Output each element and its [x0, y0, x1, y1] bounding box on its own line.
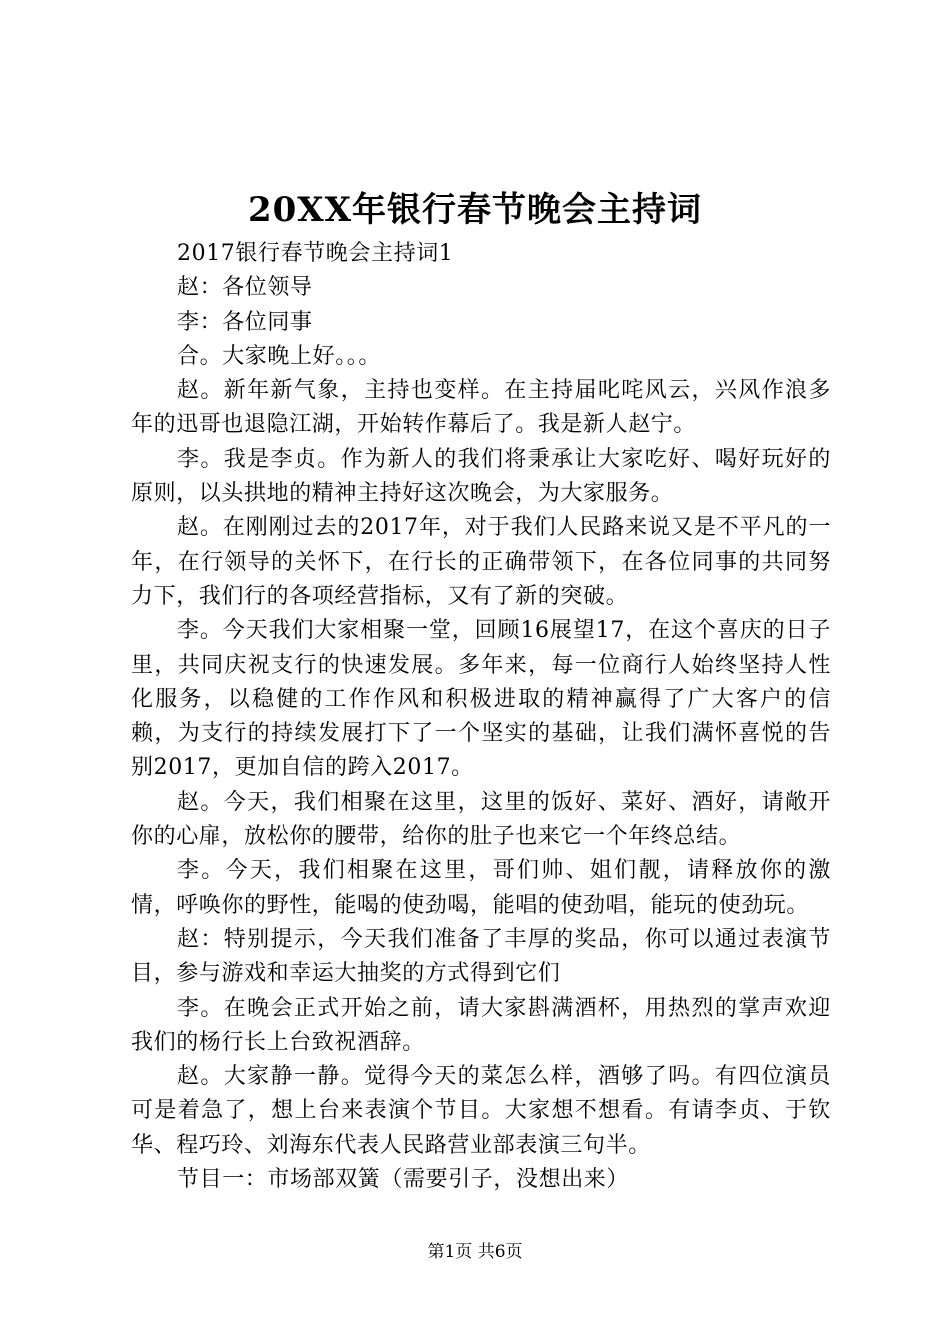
page-footer: 第1页 共6页: [427, 1242, 523, 1262]
paragraph: 李：各位同事: [177, 309, 313, 335]
paragraph: 2017银行春节晚会主持词1: [177, 241, 454, 266]
paragraph: 李。今天，我们相聚在这里，哥们帅、姐们靓，请释放你的激情，呼唤你的野性，能喝的使劲喝，能唱的使劲唱，能玩的使劲玩。: [131, 858, 831, 918]
document-title: 20XX年银行春节晚会主持词: [247, 190, 703, 230]
paragraph: 赵。新年新气象，主持也变样。在主持届叱咤风云，兴风作浪多年的迅哥也退隐江湖，开始转作幕后了。我是新人赵宁。: [131, 378, 831, 438]
paragraph: 李。在晚会正式开始之前，请大家斟满酒杯，用热烈的掌声欢迎我们的杨行长上台致祝酒辞。: [131, 995, 831, 1055]
paragraph: 赵。在刚刚过去的2017年，对于我们人民路来说又是不平凡的一年，在行领导的关怀下，在行长的正确带领下，在各位同事的共同努力下，我们行的各项经营指标，又有了新的突破。: [131, 515, 831, 609]
paragraph: 赵：特别提示，今天我们准备了丰厚的奖品，你可以通过表演节目，参与游戏和幸运大抽奖的方式得到它们: [131, 926, 831, 987]
paragraph: 赵：各位领导: [177, 275, 313, 301]
paragraph: 节目一：市场部双簧（需要引子，没想出来）: [177, 1167, 630, 1193]
paragraph: 赵。今天，我们相聚在这里，这里的饭好、菜好、酒好，请敞开你的心扉，放松你的腰带，给你的肚子也来它一个年终总结。: [131, 789, 831, 850]
paragraph: 合。大家晚上好。。。: [177, 343, 382, 369]
paragraph: 赵。大家静一静。觉得今天的菜怎么样，酒够了吗。有四位演员可是着急了，想上台来表演个节目。大家想不想看。有请李贞、于钦华、程巧玲、刘海东代表人民路营业部表演三句半。: [131, 1064, 831, 1158]
paragraph: 李。今天我们大家相聚一堂，回顾16展望17，在这个喜庆的日子里，共同庆祝支行的快速发展。多年来，每一位商行人始终坚持人性化服务，以稳健的工作作风和积极进取的精神赢得了广大客户的信赖，为支行的持续发展打下了一个坚实的基础，让我们满怀喜悦的告别2017，更加自信的跨入2017。: [131, 618, 831, 781]
paragraph: 李。我是李贞。作为新人的我们将秉承让大家吃好、喝好玩好的原则，以头拱地的精神主持好这次晚会，为大家服务。: [131, 446, 831, 507]
document-body: [131, 237, 831, 1197]
